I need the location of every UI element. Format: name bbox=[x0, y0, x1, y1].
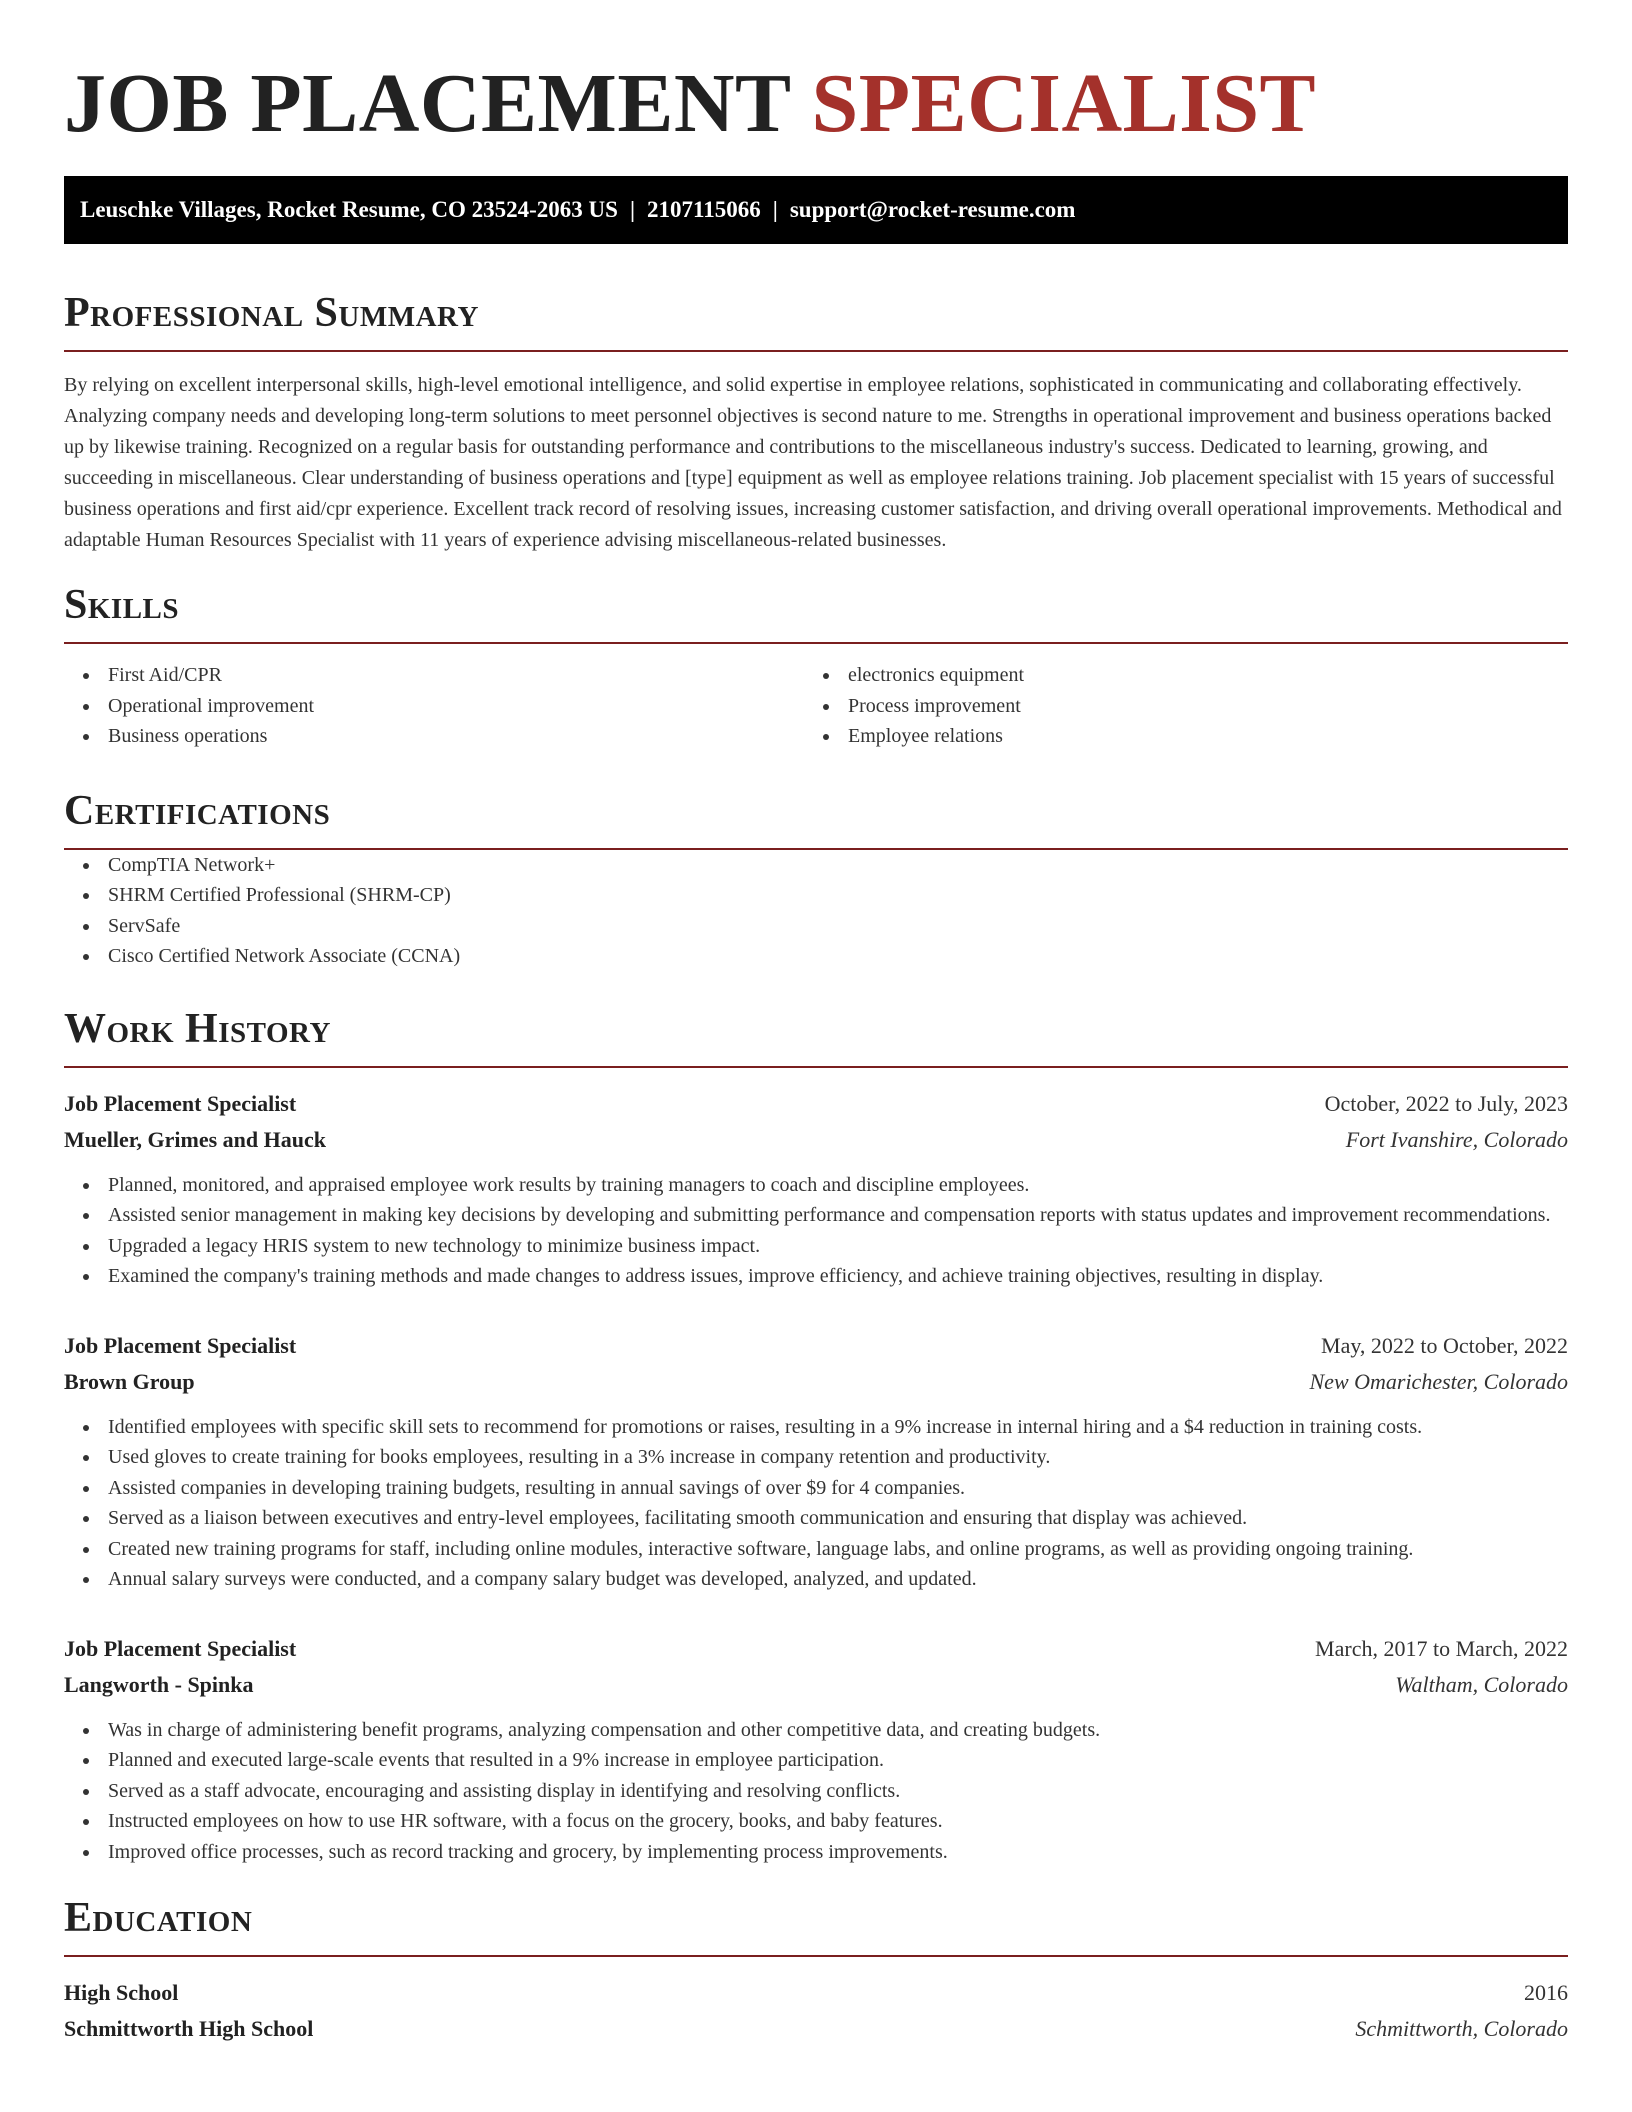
education-school: Schmittworth High School bbox=[64, 2016, 314, 2041]
title-accent: SPECIALIST bbox=[811, 57, 1317, 150]
job-bullet: Served as a liaison between executives and entry-level employees, facilitating smooth communication and ensuring that display was achieved. bbox=[64, 1503, 1568, 1534]
job-company: Brown Group bbox=[64, 1368, 195, 1394]
education-school-row bbox=[64, 2011, 1568, 2047]
section-heading-certifications: Certifications bbox=[64, 786, 1568, 850]
job-dates: October, 2022 to July, 2023 bbox=[1324, 1090, 1568, 1116]
job-bullets bbox=[64, 1170, 1568, 1292]
job-bullets bbox=[64, 1715, 1568, 1868]
job-location: Fort Ivanshire, Colorado bbox=[1345, 1126, 1568, 1152]
contact-email[interactable]: support@rocket-resume.com bbox=[789, 197, 1076, 222]
job-dates: March, 2017 to March, 2022 bbox=[1315, 1635, 1568, 1661]
contact-separator: | bbox=[629, 197, 636, 222]
job-bullet: Assisted companies in developing training budgets, resulting in annual savings of over $9 for 4 companies. bbox=[64, 1473, 1568, 1504]
job-bullet: Used gloves to create training for books employees, resulting in a 3% increase in company retention and productivity. bbox=[64, 1442, 1568, 1473]
skills-list-left bbox=[64, 660, 804, 752]
resume-title bbox=[64, 56, 1568, 152]
certification-item: SHRM Certified Professional (SHRM-CP) bbox=[64, 880, 1568, 911]
section-heading-summary: Professional Summary bbox=[64, 288, 1568, 352]
education-header-row bbox=[64, 1975, 1568, 2011]
job-company-row bbox=[64, 1122, 1568, 1158]
job-role: Job Placement Specialist bbox=[64, 1635, 297, 1661]
skill-item: First Aid/CPR bbox=[64, 660, 804, 691]
contact-address: Leuschke Villages, Rocket Resume, CO 23524-2063 US bbox=[80, 197, 618, 222]
skill-item: Operational improvement bbox=[64, 691, 804, 722]
job-role: Job Placement Specialist bbox=[64, 1332, 297, 1358]
skills-section bbox=[64, 580, 1568, 752]
job-bullets bbox=[64, 1412, 1568, 1595]
skill-item: Business operations bbox=[64, 721, 804, 752]
skill-item: electronics equipment bbox=[804, 660, 1544, 691]
job-bullet: Served as a staff advocate, encouraging and assisting display in identifying and resolving conflicts. bbox=[64, 1776, 1568, 1807]
education-section bbox=[64, 1893, 1568, 2047]
skills-grid bbox=[64, 660, 1568, 752]
certifications-list bbox=[64, 850, 1568, 972]
education-year: 2016 bbox=[1524, 1980, 1568, 2005]
education-location: Schmittworth, Colorado bbox=[1355, 2016, 1568, 2041]
section-heading-skills: Skills bbox=[64, 580, 1568, 644]
certification-item: CompTIA Network+ bbox=[64, 850, 1568, 881]
skill-item: Process improvement bbox=[804, 691, 1544, 722]
contact-phone[interactable]: 2107115066 bbox=[647, 197, 761, 222]
certification-item: Cisco Certified Network Associate (CCNA) bbox=[64, 941, 1568, 972]
job-bullet: Was in charge of administering benefit programs, analyzing compensation and other competitive data, and creating budgets. bbox=[64, 1715, 1568, 1746]
job-entry bbox=[64, 1631, 1568, 1868]
section-heading-education: Education bbox=[64, 1893, 1568, 1957]
job-role: Job Placement Specialist bbox=[64, 1090, 297, 1116]
job-location: New Omarichester, Colorado bbox=[1309, 1368, 1568, 1394]
summary-section bbox=[64, 288, 1568, 556]
job-bullet: Created new training programs for staff, including online modules, interactive software, language labs, and online programs, as well as providing ongoing training. bbox=[64, 1534, 1568, 1565]
job-company: Langworth - Spinka bbox=[64, 1671, 254, 1697]
job-dates: May, 2022 to October, 2022 bbox=[1321, 1332, 1568, 1358]
job-bullet: Instructed employees on how to use HR software, with a focus on the grocery, books, and baby features. bbox=[64, 1806, 1568, 1837]
job-bullet: Identified employees with specific skill sets to recommend for promotions or raises, resulting in a 9% increase in internal hiring and a $4 reduction in training costs. bbox=[64, 1412, 1568, 1443]
job-bullet: Improved office processes, such as record tracking and grocery, by implementing process improvements. bbox=[64, 1837, 1568, 1868]
job-bullet: Assisted senior management in making key decisions by developing and submitting performance and compensation reports with status updates and improvement recommendations. bbox=[64, 1200, 1568, 1231]
job-entry bbox=[64, 1086, 1568, 1292]
job-bullet: Upgraded a legacy HRIS system to new technology to minimize business impact. bbox=[64, 1231, 1568, 1262]
job-bullet: Planned and executed large-scale events that resulted in a 9% increase in employee participation. bbox=[64, 1745, 1568, 1776]
contact-separator: | bbox=[772, 197, 778, 222]
education-entry bbox=[64, 1975, 1568, 2047]
job-entry bbox=[64, 1328, 1568, 1595]
job-bullet: Examined the company's training methods and made changes to address issues, improve efficiency, and achieve training objectives, resulting in display. bbox=[64, 1261, 1568, 1292]
job-header-row bbox=[64, 1631, 1568, 1667]
job-company: Mueller, Grimes and Hauck bbox=[64, 1126, 326, 1152]
education-degree: High School bbox=[64, 1980, 179, 2005]
skills-list-right bbox=[804, 660, 1544, 752]
job-company-row bbox=[64, 1667, 1568, 1703]
work-history-section bbox=[64, 1004, 1568, 1868]
contact-bar bbox=[64, 176, 1568, 244]
job-bullet: Annual salary surveys were conducted, and a company salary budget was developed, analyzed, and updated. bbox=[64, 1564, 1568, 1595]
job-bullet: Planned, monitored, and appraised employee work results by training managers to coach and discipline employees. bbox=[64, 1170, 1568, 1201]
skill-item: Employee relations bbox=[804, 721, 1544, 752]
job-company-row bbox=[64, 1364, 1568, 1400]
job-header-row bbox=[64, 1086, 1568, 1122]
job-location: Waltham, Colorado bbox=[1395, 1671, 1568, 1697]
section-heading-work-history: Work History bbox=[64, 1004, 1568, 1068]
summary-text: By relying on excellent interpersonal skills, high-level emotional intelligence, and solid expertise in employee relations, sophisticated in communicating and collaborating effectively. Analyzing company needs and developing long-term solutions to meet personnel objectives is second nature to me. Strengths in operational improvement and business operations backed up by likewise training. Recognized on a regular basis for outstanding performance and contributions to the miscellaneous industry's success. Dedicated to learning, growing, and succeeding in miscellaneous. Clear understanding of business operations and [type] equipment as well as employee relations training. Job placement specialist with 15 years of successful business operations and first aid/cpr experience. Excellent track record of resolving issues, increasing customer satisfaction, and driving overall operational improvements. Methodical and adaptable Human Resources Specialist with 11 years of experience advising miscellaneous-related businesses. bbox=[64, 374, 1562, 551]
job-header-row bbox=[64, 1328, 1568, 1364]
title-main: JOB PLACEMENT bbox=[64, 57, 791, 150]
certification-item: ServSafe bbox=[64, 911, 1568, 942]
certifications-section bbox=[64, 786, 1568, 972]
